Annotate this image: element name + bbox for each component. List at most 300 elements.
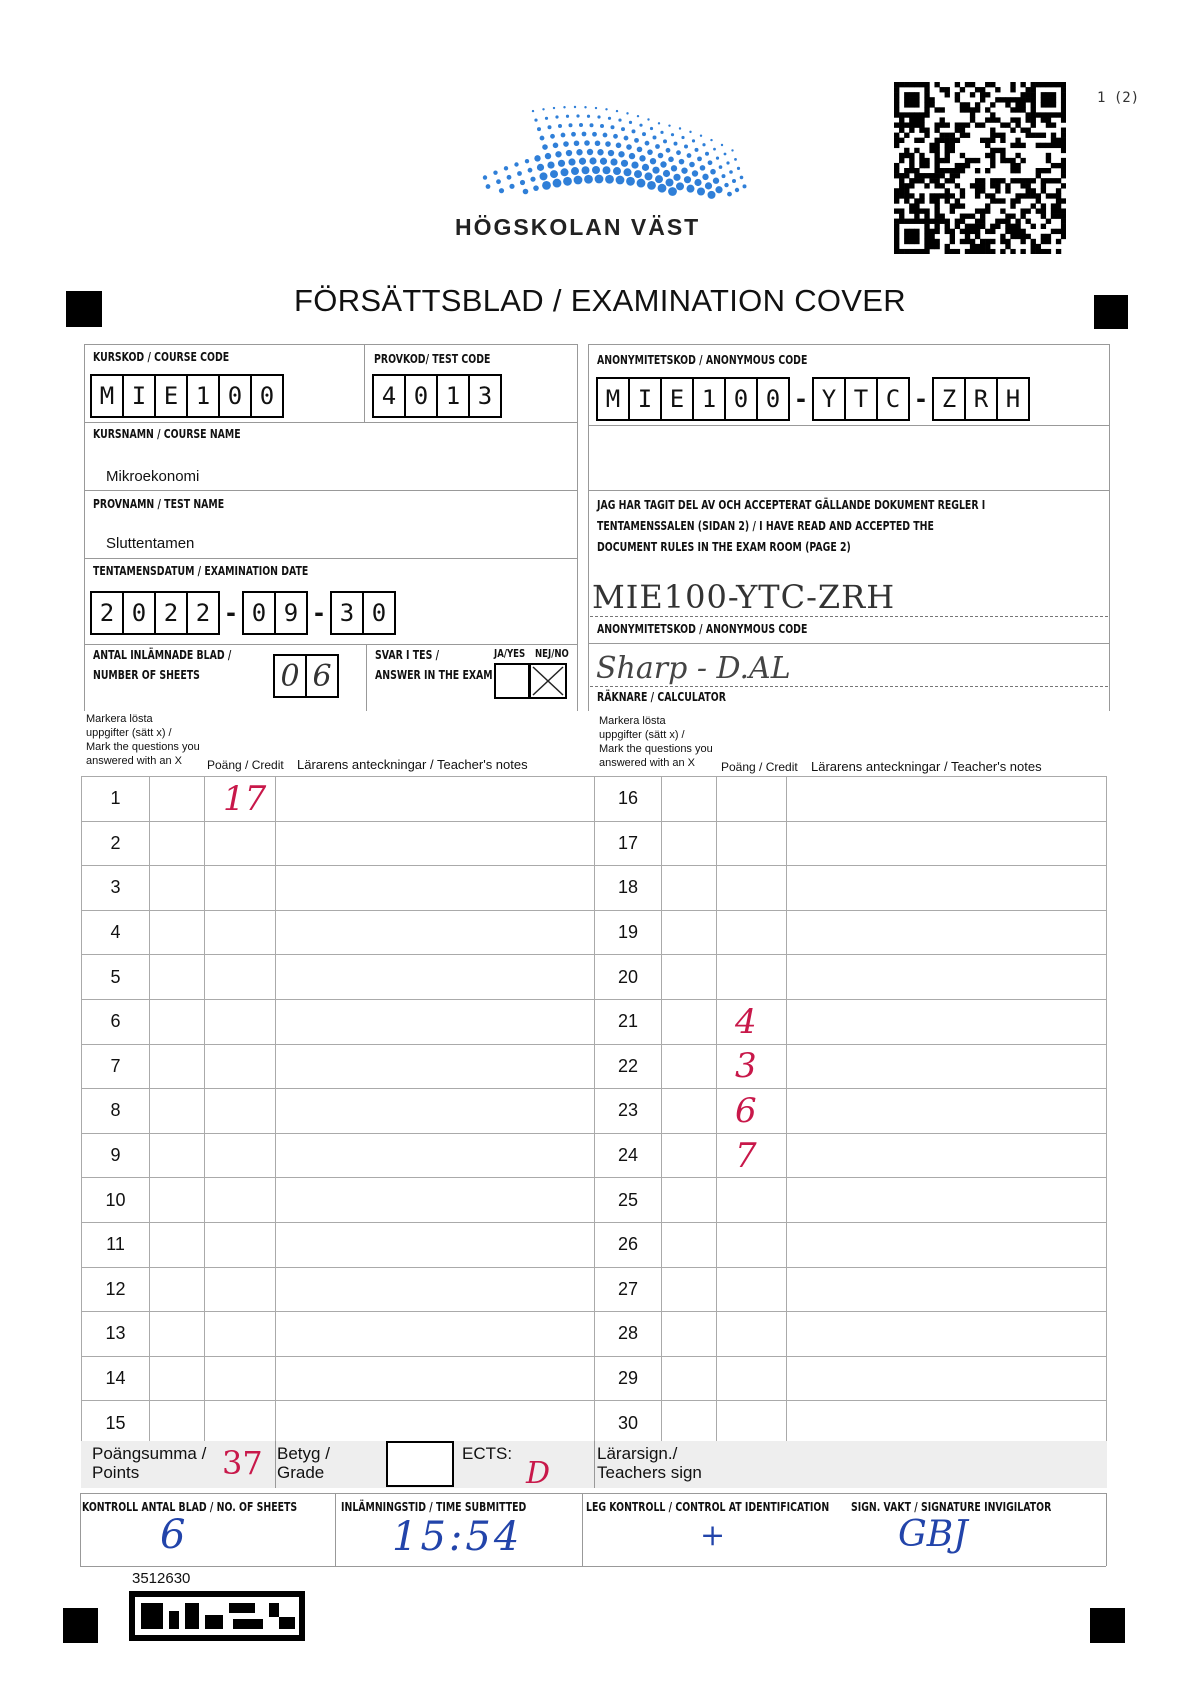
- qr-module: [1000, 198, 1005, 203]
- qr-module: [1041, 178, 1046, 183]
- teacher-notes-cell[interactable]: [787, 999, 1107, 1044]
- credit-cell[interactable]: [717, 1312, 787, 1357]
- answered-mark-cell[interactable]: [150, 1133, 205, 1178]
- answered-mark-cell[interactable]: [662, 1401, 717, 1446]
- answered-mark-cell[interactable]: [150, 1222, 205, 1267]
- credit-cell[interactable]: [205, 1312, 276, 1357]
- qr-module: [919, 112, 924, 117]
- teacher-notes-cell[interactable]: [276, 1356, 595, 1401]
- answered-mark-cell[interactable]: [150, 999, 205, 1044]
- logo-dot: [692, 170, 698, 176]
- qr-module: [1061, 173, 1066, 178]
- qr-module: [924, 97, 929, 102]
- credit-cell[interactable]: [205, 955, 276, 1000]
- logo-dot: [610, 158, 617, 165]
- question-number: 29: [595, 1356, 662, 1401]
- qr-module: [975, 249, 980, 254]
- logo-dot: [600, 158, 607, 165]
- question-number: 28: [595, 1312, 662, 1357]
- credit-cell[interactable]: [717, 777, 787, 822]
- qr-module: [1041, 249, 1046, 254]
- qr-module: [899, 138, 904, 143]
- teacher-notes-cell[interactable]: [276, 821, 595, 866]
- answered-mark-cell[interactable]: [662, 1267, 717, 1312]
- qr-module: [904, 193, 909, 198]
- credit-header-left: Poäng / Credit: [207, 758, 284, 772]
- notes-header-left: Lärarens anteckningar / Teacher's notes: [297, 757, 528, 772]
- qr-module: [1046, 97, 1051, 102]
- qr-module: [894, 122, 899, 127]
- logo-dot: [540, 136, 545, 141]
- page-number: 1 (2): [1097, 90, 1140, 106]
- qr-module: [909, 208, 914, 213]
- qr-module: [899, 173, 904, 178]
- qr-module: [960, 239, 965, 244]
- teacher-notes-cell[interactable]: [276, 1133, 595, 1178]
- logo-dot: [663, 170, 670, 177]
- credit-cell[interactable]: [205, 1401, 276, 1446]
- answered-mark-cell[interactable]: [662, 1178, 717, 1223]
- credit-cell[interactable]: [717, 1267, 787, 1312]
- logo-dot: [692, 139, 695, 142]
- logo-dot: [673, 174, 680, 181]
- credit-cell[interactable]: [717, 910, 787, 955]
- mark-instructions-left: Markera lösta uppgifter (sätt x) / Mark the questions you answered with an X: [86, 713, 200, 767]
- qr-module: [919, 117, 924, 122]
- logo-dot: [616, 142, 622, 148]
- qr-module: [955, 219, 960, 224]
- teacher-notes-cell[interactable]: [276, 910, 595, 955]
- answered-mark-cell[interactable]: [150, 955, 205, 1000]
- answered-mark-cell[interactable]: [150, 1356, 205, 1401]
- logo-dot: [713, 178, 719, 184]
- calculator-label: RÄKNARE / CALCULATOR: [597, 690, 726, 704]
- rules-text-line-3: DOCUMENT RULES IN THE EXAM ROOM (PAGE 2): [597, 540, 851, 554]
- qr-module: [1000, 249, 1005, 254]
- answered-mark-cell[interactable]: [150, 777, 205, 822]
- qr-module: [1020, 193, 1025, 198]
- credit-cell[interactable]: [717, 821, 787, 866]
- logo-dot: [576, 114, 579, 117]
- answered-mark-cell[interactable]: [662, 1356, 717, 1401]
- teacher-notes-cell[interactable]: [787, 1044, 1107, 1089]
- separator-dash: -: [223, 599, 239, 627]
- qr-module: [980, 97, 985, 102]
- question-number: 20: [595, 955, 662, 1000]
- qr-module: [924, 112, 929, 117]
- qr-module: [924, 128, 929, 133]
- qr-module: [904, 234, 909, 239]
- credit-cell[interactable]: [717, 955, 787, 1000]
- invigilator-signature: GBJ: [898, 1514, 968, 1555]
- qr-module: [1031, 224, 1036, 229]
- qr-module: [1015, 102, 1020, 107]
- table-row: [595, 999, 1107, 1044]
- teacher-notes-cell[interactable]: [787, 1178, 1107, 1223]
- qr-module: [1061, 214, 1066, 219]
- qr-module: [934, 173, 939, 178]
- qr-module: [1056, 178, 1061, 183]
- qr-module: [914, 138, 919, 143]
- qr-module: [1061, 97, 1066, 102]
- teacher-notes-cell[interactable]: [276, 1401, 595, 1446]
- logo-dot: [517, 171, 522, 176]
- grade-label: Betyg / Grade: [277, 1444, 330, 1482]
- logo-dot: [650, 127, 653, 130]
- character-box: 0: [273, 654, 307, 698]
- credit-cell[interactable]: [205, 866, 276, 911]
- logo-dot: [719, 165, 723, 169]
- qr-module: [1026, 219, 1031, 224]
- character-box: 1: [436, 374, 470, 418]
- teacher-notes-cell[interactable]: [276, 999, 595, 1044]
- logo-dot: [681, 167, 687, 173]
- credit-cell[interactable]: [205, 1356, 276, 1401]
- qr-module: [970, 117, 975, 122]
- qr-module: [1041, 112, 1046, 117]
- logo-dot: [621, 160, 628, 167]
- credit-cell[interactable]: [717, 1356, 787, 1401]
- barcode-block: [229, 1603, 255, 1613]
- qr-module: [975, 224, 980, 229]
- answered-mark-cell[interactable]: [150, 1044, 205, 1089]
- logo-dot: [658, 153, 664, 159]
- barcode-block: [129, 1635, 305, 1641]
- teacher-notes-cell[interactable]: [276, 1044, 595, 1089]
- qr-module: [1061, 117, 1066, 122]
- qr-module: [1041, 133, 1046, 138]
- sheets-boxes: [273, 654, 339, 698]
- logo-dot: [603, 133, 608, 138]
- logo-dot: [629, 121, 632, 124]
- logo-dot: [520, 180, 525, 185]
- qr-module: [1051, 138, 1056, 143]
- answered-mark-cell[interactable]: [662, 1312, 717, 1357]
- qr-module: [965, 102, 970, 107]
- credit-cell[interactable]: [205, 1222, 276, 1267]
- credit-cell[interactable]: 6: [717, 1089, 787, 1134]
- qr-module: [955, 168, 960, 173]
- teacher-notes-cell[interactable]: [787, 821, 1107, 866]
- logo-dot: [708, 191, 716, 199]
- logo-dot: [710, 139, 712, 141]
- separator-dash: -: [913, 385, 929, 413]
- points-value: 37: [222, 1444, 263, 1482]
- credit-cell[interactable]: [205, 999, 276, 1044]
- qr-module: [904, 148, 909, 153]
- answered-mark-cell[interactable]: [150, 1089, 205, 1134]
- teacher-notes-cell[interactable]: [276, 1312, 595, 1357]
- qr-module: [1010, 178, 1015, 183]
- answered-mark-cell[interactable]: [662, 866, 717, 911]
- answered-mark-cell[interactable]: [662, 1044, 717, 1089]
- qr-module: [1046, 143, 1051, 148]
- credit-cell[interactable]: 3: [717, 1044, 787, 1089]
- qr-module: [975, 122, 980, 127]
- answered-mark-cell[interactable]: [662, 821, 717, 866]
- qr-module: [1026, 183, 1031, 188]
- credit-cell[interactable]: 7: [717, 1133, 787, 1178]
- qr-module: [950, 239, 955, 244]
- credit-cell[interactable]: 17: [205, 777, 276, 822]
- qr-module: [934, 178, 939, 183]
- answered-mark-cell[interactable]: [662, 1133, 717, 1178]
- teacher-notes-cell[interactable]: [787, 1356, 1107, 1401]
- answered-mark-cell[interactable]: [150, 821, 205, 866]
- qr-module: [924, 158, 929, 163]
- qr-module: [940, 87, 945, 92]
- logo-dot: [579, 158, 586, 165]
- logo-dot: [679, 127, 681, 129]
- credit-cell[interactable]: [205, 821, 276, 866]
- qr-module: [1046, 82, 1051, 87]
- qr-module: [904, 173, 909, 178]
- answered-mark-cell[interactable]: [662, 910, 717, 955]
- qr-module: [1005, 229, 1010, 234]
- teacher-notes-cell[interactable]: [276, 1089, 595, 1134]
- qr-module: [960, 133, 965, 138]
- logo-dot: [634, 138, 639, 143]
- answered-mark-cell[interactable]: [662, 999, 717, 1044]
- qr-module: [904, 219, 909, 224]
- qr-module: [899, 122, 904, 127]
- qr-module: [894, 244, 899, 249]
- qr-module: [1036, 112, 1041, 117]
- logo-dot: [561, 168, 569, 176]
- qr-module: [965, 229, 970, 234]
- qr-module: [965, 82, 970, 87]
- qr-module: [1020, 97, 1025, 102]
- logo-dot: [658, 184, 667, 193]
- logo-dot: [740, 176, 744, 180]
- qr-module: [924, 234, 929, 239]
- qr-module: [1010, 214, 1015, 219]
- table-row: [82, 1044, 595, 1089]
- answered-mark-cell[interactable]: [150, 1178, 205, 1223]
- teacher-notes-cell[interactable]: [787, 1089, 1107, 1134]
- qr-module: [990, 198, 995, 203]
- logo-dot: [684, 145, 688, 149]
- qr-module: [1061, 107, 1066, 112]
- logo-dot: [592, 166, 600, 174]
- teacher-notes-cell[interactable]: [787, 1133, 1107, 1178]
- logo-dot: [605, 108, 607, 110]
- logo-dot: [584, 106, 586, 108]
- qr-module: [945, 148, 950, 153]
- qr-module: [929, 229, 934, 234]
- qr-module: [1056, 239, 1061, 244]
- answered-mark-cell[interactable]: [150, 1312, 205, 1357]
- qr-module: [899, 112, 904, 117]
- teacher-notes-cell[interactable]: [276, 866, 595, 911]
- qr-module: [955, 224, 960, 229]
- qr-module: [924, 183, 929, 188]
- credit-cell[interactable]: [717, 866, 787, 911]
- logo-dot: [545, 153, 551, 159]
- qr-module: [1041, 214, 1046, 219]
- qr-module: [1000, 97, 1005, 102]
- logo-dot: [553, 107, 555, 109]
- logo-dot: [576, 149, 582, 155]
- qr-module: [945, 138, 950, 143]
- qr-module: [929, 173, 934, 178]
- qr-module: [1005, 219, 1010, 224]
- qr-module: [1051, 122, 1056, 127]
- qr-module: [945, 133, 950, 138]
- qr-module: [934, 163, 939, 168]
- qr-module: [985, 153, 990, 158]
- teacher-notes-cell[interactable]: [276, 1178, 595, 1223]
- qr-module: [980, 244, 985, 249]
- qr-module: [1046, 234, 1051, 239]
- qr-module: [965, 249, 970, 254]
- qr-module: [914, 168, 919, 173]
- logo-dot: [681, 136, 684, 139]
- qr-module: [975, 193, 980, 198]
- qr-module: [1051, 97, 1056, 102]
- qr-module: [1010, 234, 1015, 239]
- qr-module: [934, 183, 939, 188]
- qr-module: [1046, 153, 1051, 158]
- qr-module: [950, 148, 955, 153]
- answered-mark-cell[interactable]: [662, 777, 717, 822]
- character-box: T: [844, 377, 878, 421]
- qr-module: [894, 82, 899, 87]
- qr-module: [1015, 153, 1020, 158]
- credit-cell[interactable]: [717, 1401, 787, 1446]
- credit-cell[interactable]: [205, 1267, 276, 1312]
- qr-module: [965, 107, 970, 112]
- logo-dot: [674, 142, 678, 146]
- qr-module: [995, 198, 1000, 203]
- credit-cell[interactable]: [205, 910, 276, 955]
- qr-module: [914, 173, 919, 178]
- answered-mark-cell[interactable]: [150, 910, 205, 955]
- qr-module: [899, 82, 904, 87]
- question-number: 11: [82, 1222, 150, 1267]
- qr-module: [899, 193, 904, 198]
- qr-module: [919, 163, 924, 168]
- qr-module: [924, 249, 929, 254]
- qr-module: [924, 173, 929, 178]
- logo-dot: [726, 161, 729, 164]
- logo-dot: [590, 123, 594, 127]
- qr-module: [904, 198, 909, 203]
- qr-module: [934, 82, 939, 87]
- credit-cell[interactable]: [717, 1222, 787, 1267]
- teacher-notes-cell[interactable]: [276, 955, 595, 1000]
- logo-dot: [514, 162, 518, 166]
- qr-module: [940, 219, 945, 224]
- qr-module: [924, 208, 929, 213]
- answered-mark-cell[interactable]: [662, 955, 717, 1000]
- teacher-notes-cell[interactable]: [787, 955, 1107, 1000]
- qr-module: [1010, 249, 1015, 254]
- logo-dot: [486, 184, 491, 189]
- qr-module: [924, 219, 929, 224]
- qr-module: [1056, 112, 1061, 117]
- qr-module: [1031, 244, 1036, 249]
- logo-dot: [555, 151, 561, 157]
- logo-dot: [732, 179, 736, 183]
- no-checkbox[interactable]: [529, 663, 567, 699]
- character-box: 3: [468, 374, 502, 418]
- qr-module: [1031, 203, 1036, 208]
- grade-box[interactable]: [386, 1441, 454, 1487]
- qr-module: [924, 87, 929, 92]
- table-row: [595, 1356, 1107, 1401]
- qr-module: [929, 198, 934, 203]
- qr-module: [1031, 193, 1036, 198]
- qr-module: [940, 138, 945, 143]
- qr-module: [960, 107, 965, 112]
- registration-mark-bottom-right: [1090, 1608, 1125, 1643]
- answered-mark-cell[interactable]: [662, 1222, 717, 1267]
- logo-dot: [694, 179, 701, 186]
- teacher-notes-cell[interactable]: [276, 1267, 595, 1312]
- credit-cell[interactable]: [205, 1133, 276, 1178]
- credit-cell[interactable]: [205, 1044, 276, 1089]
- qr-module: [1026, 188, 1031, 193]
- question-number: 3: [82, 866, 150, 911]
- credit-cell[interactable]: [717, 1178, 787, 1223]
- logo-dot: [637, 179, 646, 188]
- credit-cell[interactable]: [205, 1178, 276, 1223]
- logo-dot: [722, 174, 726, 178]
- logo-dot: [528, 168, 533, 173]
- qr-module: [894, 102, 899, 107]
- logo-dot: [639, 124, 642, 127]
- qr-module: [904, 239, 909, 244]
- qr-module: [894, 188, 899, 193]
- answered-mark-cell[interactable]: [150, 866, 205, 911]
- qr-module: [960, 163, 965, 168]
- time-submitted-label: INLÄMNINGSTID / TIME SUBMITTED: [341, 1500, 527, 1514]
- logo-dot: [563, 141, 569, 147]
- teacher-notes-cell[interactable]: [787, 1312, 1107, 1357]
- credit-cell[interactable]: 4: [717, 999, 787, 1044]
- teacher-notes-cell[interactable]: [787, 1267, 1107, 1312]
- qr-module: [909, 239, 914, 244]
- teacher-notes-cell[interactable]: [276, 1222, 595, 1267]
- qr-module: [1000, 138, 1005, 143]
- table-row: [82, 999, 595, 1044]
- qr-module: [899, 117, 904, 122]
- teacher-notes-cell[interactable]: [787, 777, 1107, 822]
- qr-module: [950, 193, 955, 198]
- qr-module: [990, 82, 995, 87]
- credit-cell[interactable]: [205, 1089, 276, 1134]
- teacher-notes-cell[interactable]: [787, 866, 1107, 911]
- teacher-notes-cell[interactable]: [787, 1401, 1107, 1446]
- teacher-notes-cell[interactable]: [787, 910, 1107, 955]
- answered-mark-cell[interactable]: [662, 1089, 717, 1134]
- handwritten-anonymous-code: MIE100-YTC-ZRH: [592, 578, 896, 616]
- answered-mark-cell[interactable]: [150, 1401, 205, 1446]
- qr-module: [990, 158, 995, 163]
- logo-dot: [532, 110, 534, 112]
- teacher-notes-cell[interactable]: [787, 1222, 1107, 1267]
- teacher-notes-cell[interactable]: [276, 777, 595, 822]
- logo-dot: [624, 168, 632, 176]
- qr-module: [1010, 229, 1015, 234]
- yes-checkbox[interactable]: [494, 663, 530, 699]
- barcode-block: [169, 1611, 179, 1629]
- question-number: 18: [595, 866, 662, 911]
- answered-mark-cell[interactable]: [150, 1267, 205, 1312]
- logo-dot: [700, 135, 702, 137]
- qr-module: [1015, 143, 1020, 148]
